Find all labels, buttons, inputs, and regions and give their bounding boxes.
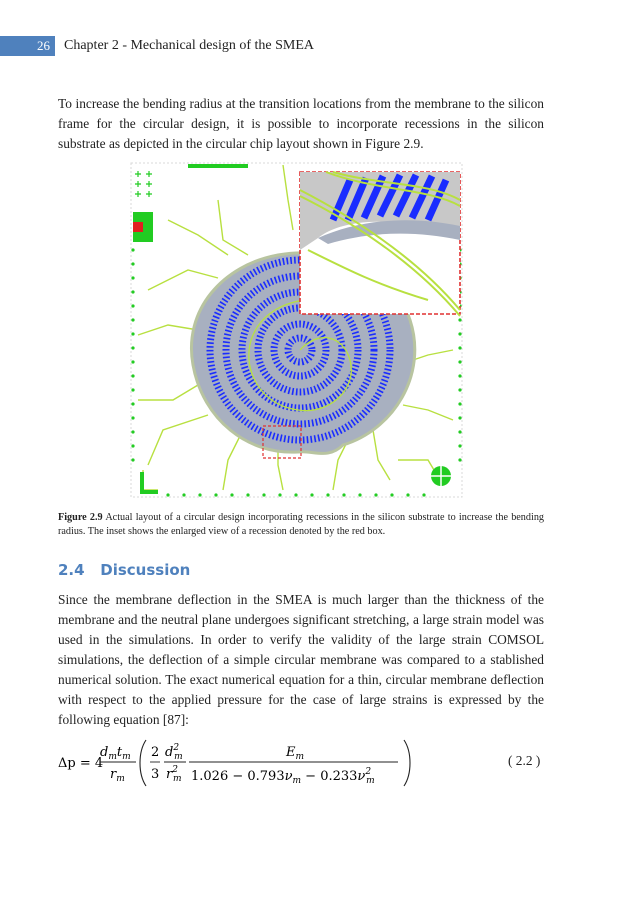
figure-label: Figure 2.9 [58, 512, 103, 523]
frame-dot [131, 360, 134, 363]
figure-caption-text: Actual layout of a circular design incorporating recessions in the silicon substrate to increase the bending radius. The inset shows the enlarged view of a recession denoted by the red box. [58, 512, 545, 537]
frame-dot [390, 493, 393, 496]
frame-dot [230, 493, 233, 496]
eq-dm: d [100, 745, 109, 760]
eq-nu2-sup: 2 [365, 767, 372, 777]
svg-text:d2m [165, 743, 183, 762]
frame-dot [131, 318, 134, 321]
frame-dot [246, 493, 249, 496]
frame-dot [131, 458, 134, 461]
frame-dot [374, 493, 377, 496]
eq-nu2-sub: m [366, 776, 375, 786]
frame-dot [131, 346, 134, 349]
eq-dm2-sup: 2 [173, 743, 180, 753]
svg-text:Em [285, 745, 304, 762]
frame-dot [358, 493, 361, 496]
eq-rm-sub: m [116, 774, 125, 784]
frame-dot [131, 388, 134, 391]
eq-den-a: 1.026 − 0.793 [191, 769, 285, 784]
frame-dot [131, 248, 134, 251]
eq-den-b: − 0.233 [301, 769, 358, 784]
eq-two: 2 [151, 745, 160, 760]
frame-dot [131, 430, 134, 433]
eq-nu2: ν [357, 769, 366, 784]
frame-dot [214, 493, 217, 496]
frame-dot [342, 493, 345, 496]
frame-dot [422, 493, 425, 496]
frame-dot [458, 444, 461, 447]
frame-dot [166, 493, 169, 496]
frame-dot [131, 290, 134, 293]
discussion-paragraph: Since the membrane deflection in the SMEA is much larger than the thickness of the membrane and the neutral plane undergoes significant stretching, a large strain model was used in the simulations. In order to verify the validity of the large strain COMSOL simulations, the deflection of a simple circular membrane was compared to a stablished numerical solution. The exact numerical equation for a thin, circular membrane deflection with respect to the applied pressure for the case of large strains is expressed by the following equation [87]: [58, 592, 544, 727]
page-number: 26 [0, 36, 55, 56]
section-number: 2.4 [58, 561, 85, 579]
frame-dot [131, 444, 134, 447]
alignment-mark [431, 466, 451, 486]
eq-nu1: ν [284, 769, 293, 784]
frame-dot [131, 416, 134, 419]
frame-dot [182, 493, 185, 496]
frame-dot [458, 374, 461, 377]
frame-dot [294, 493, 297, 496]
section-heading [58, 561, 190, 579]
frame-dot [131, 276, 134, 279]
frame-dot [458, 332, 461, 335]
eq-dm-sub: m [108, 752, 117, 762]
eq-rm: r [110, 767, 117, 782]
frame-dot [198, 493, 201, 496]
frame-dot [458, 346, 461, 349]
frame-dot [262, 493, 265, 496]
frame-dot [131, 374, 134, 377]
inset-view [300, 172, 460, 316]
frame-dot [458, 360, 461, 363]
equation-2-2 [58, 736, 548, 788]
eq-rm2: r [166, 767, 173, 782]
eq-dm2: d [165, 745, 174, 760]
eq-three: 3 [151, 767, 160, 782]
eq-rm2-sub: m [172, 774, 182, 784]
eq-rm2-sup: 2 [172, 765, 178, 775]
frame-dot [326, 493, 329, 496]
intro-paragraph: To increase the bending radius at the transition locations from the membrane to the silicon frame for the circular design, it is possible to incorporate recessions in the silicon substrate as depicted in the circular chip layout shown in Figure 2.9. [58, 96, 544, 151]
frame-dot [406, 493, 409, 496]
frame-dot [458, 458, 461, 461]
frame-dot [458, 388, 461, 391]
frame-dot [458, 402, 461, 405]
figure-caption [58, 511, 544, 539]
eq-dm2-sub: m [174, 752, 183, 762]
eq-tm-sub: m [122, 752, 131, 762]
figure-chip-layout [128, 160, 465, 500]
eq-lhs: Δp = 4 [58, 756, 104, 771]
running-header: Chapter 2 - Mechanical design of the SMEA [64, 38, 314, 53]
frame-dot [310, 493, 313, 496]
frame-dot [458, 416, 461, 419]
frame-dot [458, 318, 461, 321]
frame-dot [131, 332, 134, 335]
eq-em-sub: m [295, 752, 305, 762]
svg-text:r2m [166, 765, 182, 784]
eq-tm: t [116, 745, 123, 760]
svg-text:dmtm [100, 745, 131, 762]
eq-em: E [286, 745, 296, 760]
frame-dot [131, 304, 134, 307]
frame-dot [131, 262, 134, 265]
frame-dot [131, 402, 134, 405]
svg-text:1.026 − 0.793νm − 0.233ν2m [191, 767, 375, 786]
section-title: Discussion [100, 561, 191, 579]
eq-nu1-sub: m [292, 776, 302, 786]
equation-number: ( 2.2 ) [508, 753, 541, 768]
frame-dot [458, 430, 461, 433]
frame-dot [278, 493, 281, 496]
svg-text:rm [110, 767, 125, 784]
